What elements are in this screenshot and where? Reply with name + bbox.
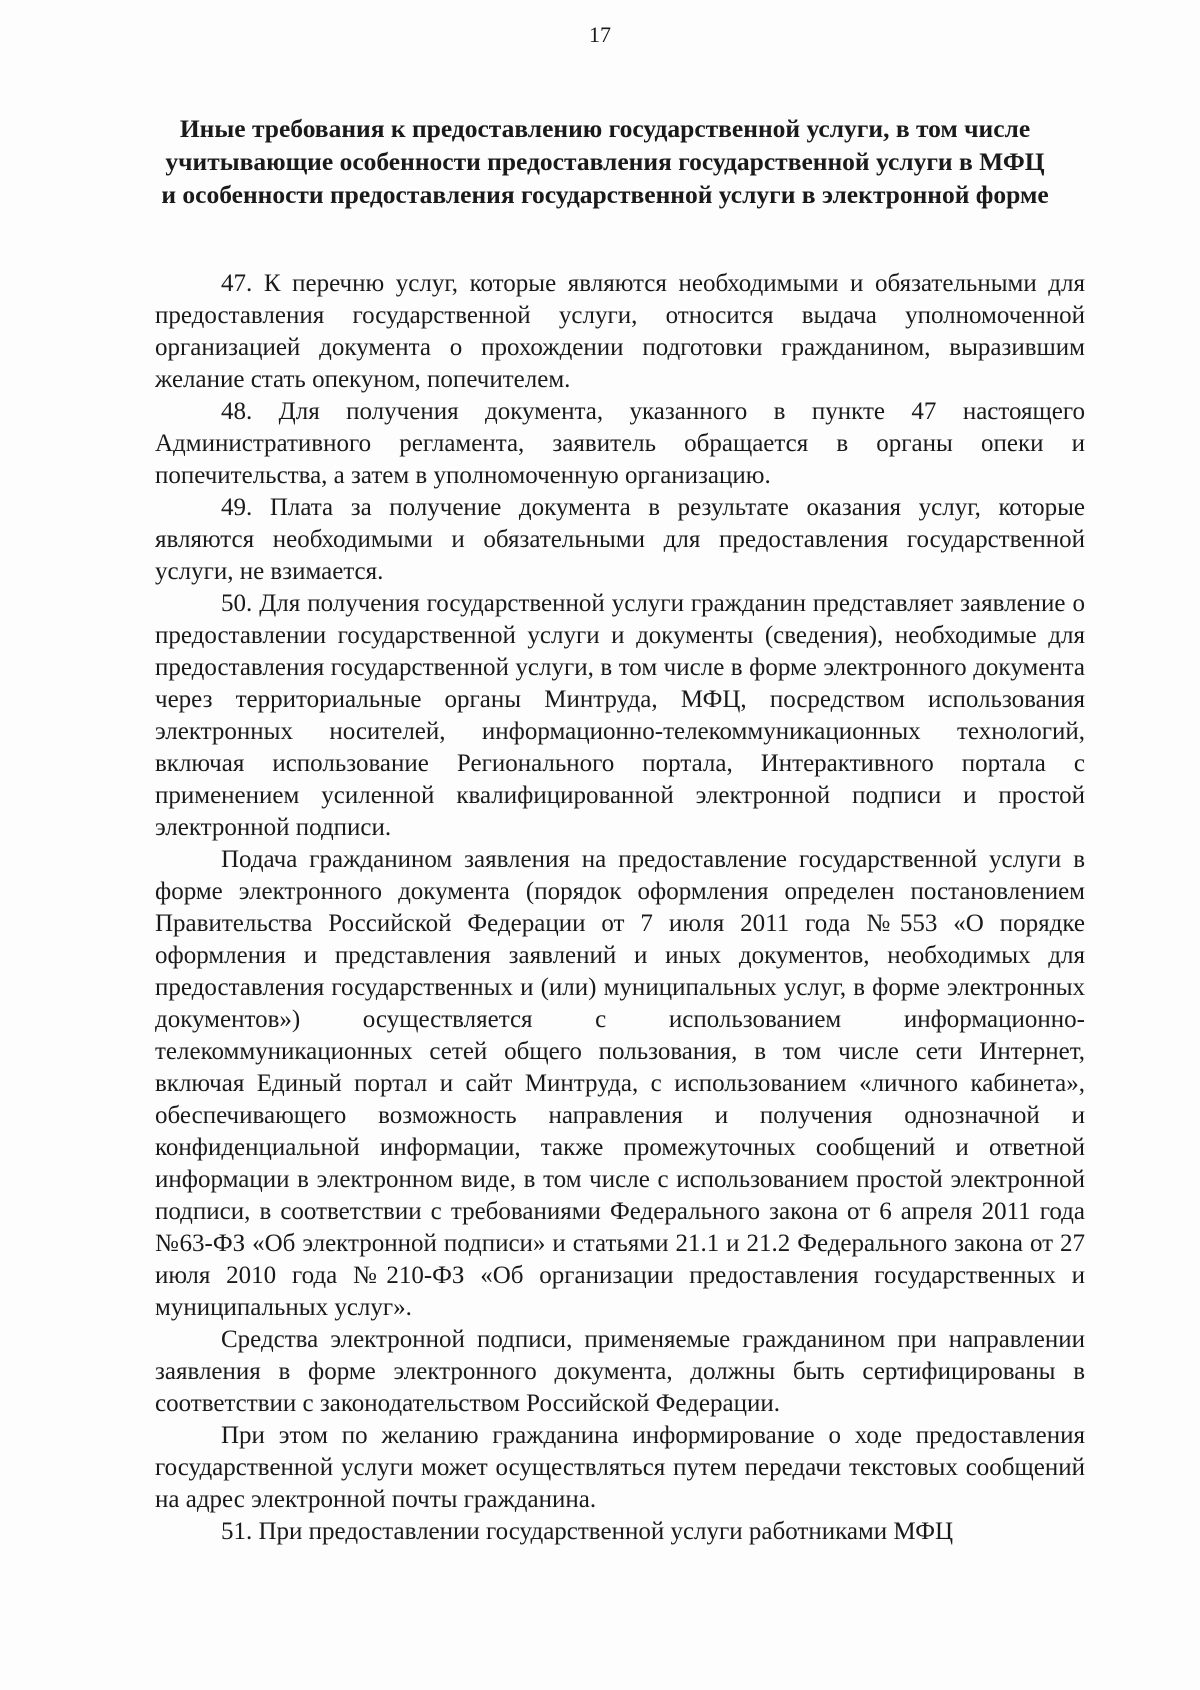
page-number: 17 [589,22,611,47]
paragraph-email-notification: При этом по желанию гражданина информирование о ходе предоставления государственной услуги может осуществляться путем передачи текстовых сообщений на адрес электронной почты гражданина. [155,1422,1085,1513]
document-body [155,268,1085,1548]
paragraph-47: 47. К перечню услуг, которые являются необходимыми и обязательными для предоставления государственной услуги, относится выдача уполномоченной организацией документа о прохождении подготовки гражданином, выразившим желание стать опекуном, попечителем. [155,270,1085,393]
paragraph-48: 48. Для получения документа, указанного в пункте 47 настоящего Административного регламента, заявитель обращается в органы опеки и попечительства, а затем в уполномоченную организацию. [155,398,1085,489]
paragraph-50: 50. Для получения государственной услуги гражданин представляет заявление о предоставлении государственной услуги и документы (сведения), необходимые для предоставления государственной услуги, в том числе в форме электронного документа через территориальные органы Минтруда, МФЦ, посредством использования электронных носителей, информационно-телекоммуникационных технологий, включая использование Регионального портала, Интерактивного портала с применением усиленной квалифицированной электронной подписи и простой электронной подписи. [155,590,1085,841]
section-title: Иные требования к предоставлению государственной услуги, в том числе учитывающие особенности предоставления государственной услуги в МФЦ и особенности предоставления государственной услуги в электронной форме [161,114,1049,209]
paragraph-49: 49. Плата за получение документа в результате оказания услуг, которые являются необходимыми и обязательными для предоставления государственной услуги, не взимается. [155,494,1085,585]
paragraph-signature-certification: Средства электронной подписи, применяемые гражданином при направлении заявления в форме электронного документа, должны быть сертифицированы в соответствии с законодательством Российской Федерации. [155,1326,1085,1417]
paragraph-51: 51. При предоставлении государственной услуги работниками МФЦ [221,1518,954,1545]
paragraph-electronic-submission: Подача гражданином заявления на предоставление государственной услуги в форме электронного документа (порядок оформления определен постановлением Правительства Российской Федерации от 7 июля 2011 года №553 «О порядке оформления и представления заявлений и иных документов, необходимых для предоставления государственных и (или) муниципальных услуг, в форме электронных документов») осуществляется с использованием информационно-телекоммуникационных сетей общего пользования, в том числе сети Интернет, включая Единый портал и сайт Минтруда, с использованием «личного кабинета», обеспечивающего возможность направления и получения однозначной и конфиденциальной информации, также промежуточных сообщений и ответной информации в электронном виде, в том числе с использованием простой электронной подписи, в соответствии с требованиями Федерального закона от 6 апреля 2011 года №63-ФЗ «Об электронной подписи» и статьями 21.1 и 21.2 Федерального закона от 27 июля 2010 года №210-ФЗ «Об организации предоставления государственных и муниципальных услуг». [155,846,1085,1321]
